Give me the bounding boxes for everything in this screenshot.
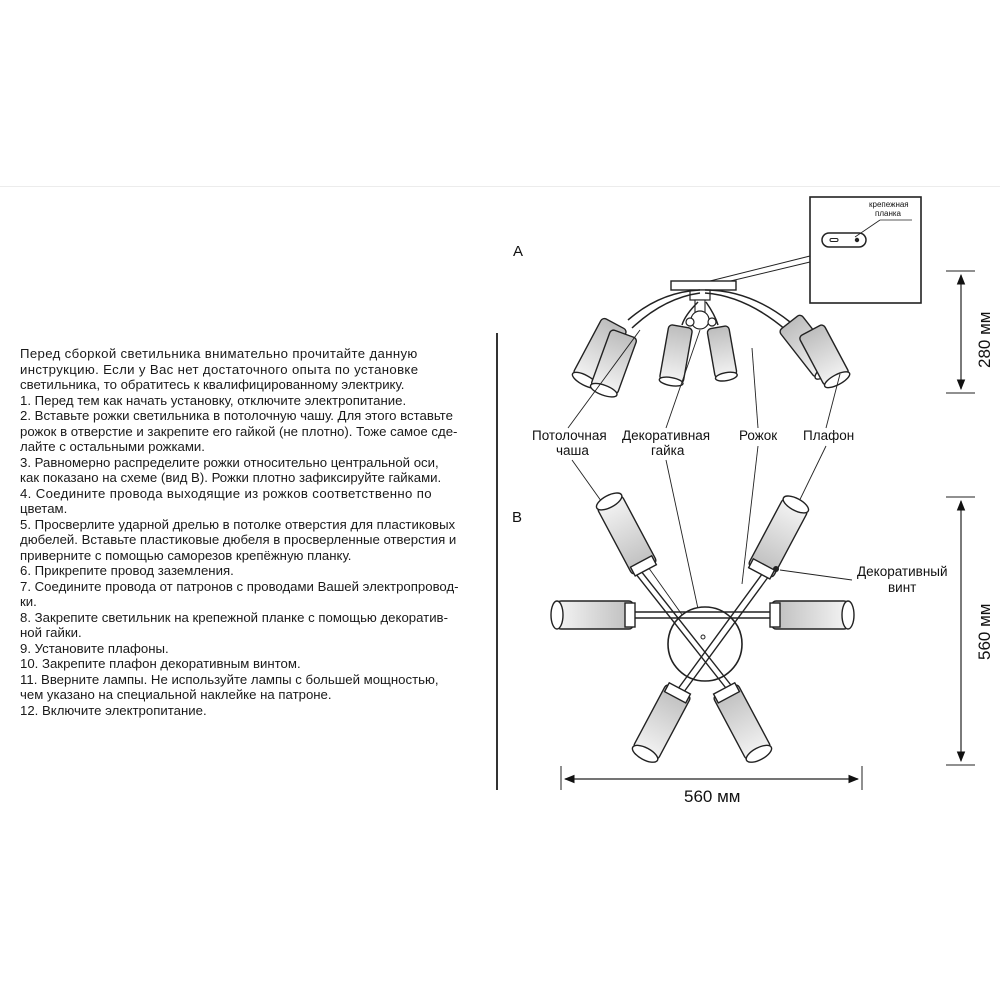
callout-decor-nut-line-2: гайка (651, 443, 685, 458)
depth-dimension-label: 560 мм (975, 603, 994, 660)
shade-top-right (770, 601, 854, 629)
mounting-plate-inset (810, 197, 921, 303)
canopy-center-dot (701, 635, 705, 639)
intro-line-1: Перед сборкой светильника внимательно прочитайте данную (20, 346, 418, 361)
shade-top-lower-left (630, 682, 692, 766)
step-8-line-1: 8. Закрепите светильник на крепежной планке с помощью декоратив- (20, 609, 448, 625)
step-9: 9. Установите плафоны. (20, 640, 169, 656)
step-2-line-2: рожок в отверстие и закрепите его гайкой (не плотно). Тоже самое сде- (20, 423, 458, 439)
width-dimension-label: 560 мм (684, 787, 741, 806)
decor-nut-side (686, 311, 716, 329)
step-2-line-1: 2. Вставьте рожки светильника в потолочную чашу. Для этого вставьте (20, 408, 453, 423)
step-5-line-2: дюбелей. Вставьте пластиковые дюбеля в просверленные отверстия и (20, 532, 457, 547)
callout-ceiling-cup-line-2: чаша (556, 443, 589, 458)
step-3-line-2: как показано на схеме (вид В). Рожки плотно зафиксируйте гайками. (20, 470, 442, 485)
step-4-line-2: цветам. (20, 501, 68, 516)
step-7-line-2: ки. (20, 594, 37, 609)
inset-label-line-2: планка (875, 209, 901, 218)
callout-decor-nut-line-1: Декоративная (622, 428, 711, 443)
height-dimension (946, 271, 994, 393)
callout-arm: Рожок (739, 428, 778, 443)
step-12: 12. Включите электропитание. (20, 702, 207, 718)
step-4-line-1: 4. Соедините провода выходящие из рожков соответственно по (20, 485, 432, 501)
callout-decor-screw-line-1: Декоративный (857, 564, 948, 579)
shade-top-left (551, 601, 635, 629)
shades-side-view (570, 314, 852, 400)
callout-ceiling-cup-line-1: Потолочная (532, 428, 607, 443)
step-2-line-3: лайте с остальными рожками. (20, 439, 205, 454)
callout-shade: Плафон (803, 428, 855, 443)
step-1: 1. Перед тем как начать установку, отключите электропитание. (20, 392, 407, 408)
intro-line-3: светильника, то обратитесь к квалифицированному электрику. (20, 377, 405, 392)
mounting-plate-icon (822, 233, 866, 247)
step-7-line-1: 7. Соедините провода от патронов с проводами Вашей электропровод- (20, 578, 459, 594)
shade-top-upper-right (747, 493, 811, 580)
shade-top-lower-right (712, 682, 774, 766)
step-11-line-1: 11. Вверните лампы. Не используйте лампы с большей мощностью, (20, 671, 439, 687)
step-6: 6. Прикрепите провод заземления. (20, 563, 234, 578)
view-b-label: В (512, 509, 523, 526)
depth-dimension (946, 497, 994, 765)
inset-label-line-1: крепежная (869, 200, 909, 209)
step-11-line-2: чем указано на специальной наклейке на патроне. (20, 687, 332, 702)
step-5-line-3: приверните с помощью саморезов крепёжную планку. (20, 547, 352, 563)
width-dimension (561, 766, 862, 806)
decor-screw-marker (773, 566, 779, 572)
step-3-line-1: 3. Равномерно распределите рожки относительно центральной оси, (20, 454, 439, 470)
step-8-line-2: ной гайки. (20, 625, 82, 640)
callout-decor-screw-line-2: винт (888, 580, 917, 595)
intro-line-2: инструкцию. Если у Вас нет достаточного опыта по установке (20, 361, 419, 377)
step-5-line-1: 5. Просверлите ударной дрелью в потолке отверстия для пластиковых (20, 516, 456, 532)
view-a-label: А (513, 243, 524, 260)
shade-top-upper-left (594, 490, 658, 577)
height-dimension-label: 280 мм (975, 311, 994, 368)
step-10: 10. Закрепите плафон декоративным винтом. (20, 656, 301, 671)
